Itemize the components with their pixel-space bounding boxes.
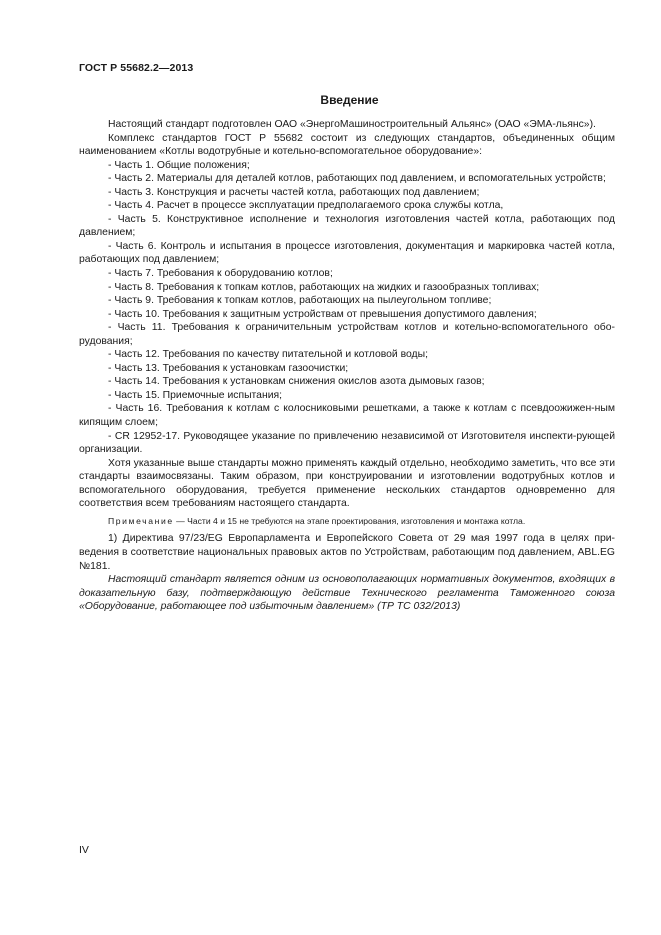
list-item: - Часть 13. Требования к установкам газоочистки;: [108, 362, 349, 374]
list-item: - Часть 16. Требования к котлам с колосниковыми решетками, а также к котлам с псевдоожижен-ным кипящим слоем;: [79, 403, 615, 429]
note-label: Примечание: [108, 515, 174, 526]
list-item: - Часть 11. Требования к ограничительным устройствам котлов и котельно-вспомогательного обо-рудования;: [79, 322, 615, 347]
list-item: - Часть 15. Приемочные испытания;: [108, 389, 283, 401]
list-item: - Часть 5. Конструктивное исполнение и технология изготовления частей котла, работающих под давлением;: [79, 213, 615, 239]
list-item: - Часть 4. Расчет в процессе эксплуатации предполагаемого срока службы котла,: [108, 200, 504, 212]
footnote: 1) Директива 97/23/EG Европарламента и Европейского Совета от 29 мая 1997 года в целях при-ведения в соответствие национальных правовых актов по Устройствам, работающим под давлением, ABL.EG №181.: [79, 533, 615, 572]
closing-statement: Настоящий стандарт является одним из основополагающих нормативных документов, входящих в доказательную базу, подтверждающую действие Технического регламента Таможенного союза «Оборудование, работающее под избыточным давлением» (ТР ТС 032/2013): [79, 574, 615, 613]
document-body: [79, 118, 615, 614]
paragraph: Хотя указанные выше стандарты можно применять каждый отдельно, необходимо заметить, что все эти стандарты взаимосвязаны. Таким образом, при конструировании и изготовлении водотрубных котлов и вспомогательного оборудования, требуется применение нескольких стандартов одновременно для соответствия всем требованиям настоящего стандарта.: [79, 457, 615, 510]
list-item: - Часть 3. Конструкция и расчеты частей котла, работающих под давлением;: [108, 186, 480, 198]
list-item: - CR 12952-17. Руководящее указание по привлечению независимой от Изготовителя инспекти-рующей организации.: [79, 430, 615, 456]
note-text: — Части 4 и 15 не требуются на этапе проектирования, изготовления и монтажа котла.: [173, 515, 526, 526]
list-item: - Часть 8. Требования к топкам котлов, работающих на жидких и газообразных топливах;: [108, 281, 540, 293]
list-item: - Часть 6. Контроль и испытания в процессе изготовления, документация и маркировка частей котла, работающих под давлением;: [79, 240, 615, 266]
paragraph: Комплекс стандартов ГОСТ Р 55682 состоит из следующих стандартов, объединенных общим наименованием «Котлы водотрубные и котельно-вспомогательное оборудование»:: [79, 132, 615, 158]
list-item: - Часть 7. Требования к оборудованию котлов;: [108, 268, 333, 280]
section-title: Введение: [320, 93, 379, 107]
list-item: - Часть 1. Общие положения;: [108, 159, 250, 171]
note: [79, 515, 615, 529]
list-item: - Часть 12. Требования по качеству питательной и котловой воды;: [108, 349, 428, 361]
list-item: - Часть 2. Материалы для деталей котлов, работающих под давлением, и вспомогательных устройств;: [108, 173, 606, 185]
page-number: IV: [79, 844, 89, 856]
list-item: - Часть 9. Требования к топкам котлов, работающих на пылеугольном топливе;: [108, 295, 492, 307]
paragraph: Настоящий стандарт подготовлен ОАО «ЭнергоМашиностроительный Альянс» (ОАО «ЭМА-льянс»).: [108, 119, 596, 130]
list-item: - Часть 14. Требования к установкам снижения окислов азота дымовых газов;: [108, 376, 485, 388]
document-code: ГОСТ Р 55682.2—2013: [79, 62, 194, 74]
list-item: - Часть 10. Требования к защитным устройствам от превышения допустимого давления;: [108, 308, 537, 320]
